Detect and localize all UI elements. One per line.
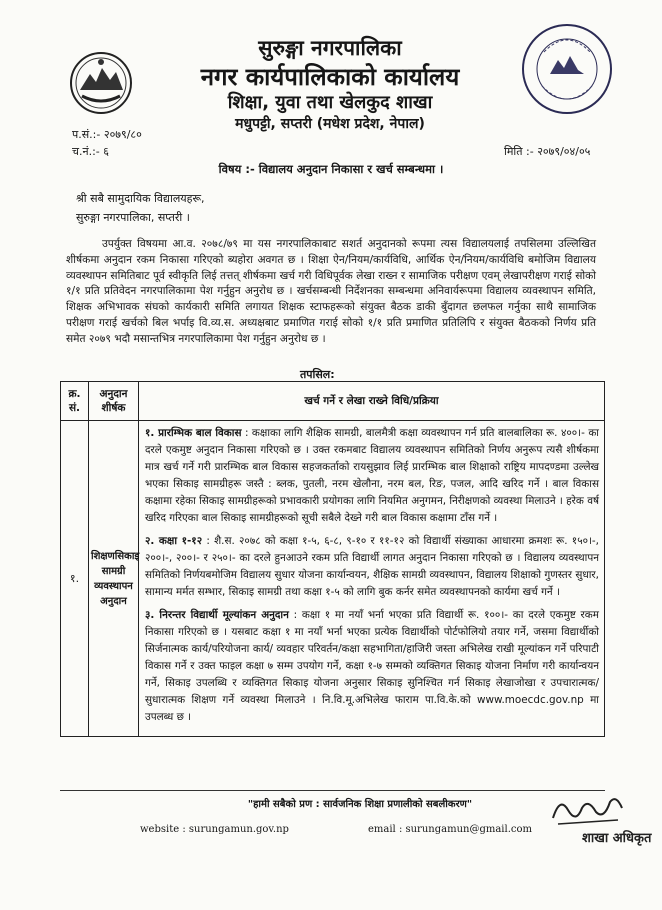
patra-sankhya: प.सं.:- २०७९/८०: [72, 128, 142, 141]
row-method-cell: [139, 421, 605, 737]
serial-header: क्र. सं.: [61, 382, 89, 421]
method-item-cas: [145, 607, 599, 726]
footer-email: email : surungamun@gmail.com: [368, 824, 532, 835]
footer-website: website : surungamun.gov.np: [140, 824, 289, 835]
grant-heading-header: अनुदान शीर्षक: [89, 382, 139, 421]
grant-details-table: [60, 381, 605, 737]
table-row: [61, 421, 605, 737]
addressee-line-1: श्री सबै सामुदायिक विद्यालयहरू,: [76, 192, 205, 205]
body-paragraph: उपर्युक्त विषयमा आ.व. २०७८/७९ मा यस नगरपालिकाबाट सशर्त अनुदानको रूपमा त्यस विद्यालयलाई तपसिलमा उल्लिखित शीर्षकमा अनुदान रकम निकासा गरिएको ब्यहोरा अवगत छ । शिक्षा ऐन/नियम/कार्यविधि, आर्थिक ऐन/नियम/कार्यविधि बमोजिम विद्यालय व्यवस्थापन समितिबाट पूर्व स्वीकृति लिई तत्तत् शीर्षकमा खर्च गरी विधिपूर्वक लेखा राख्न र सामाजिक परीक्षण एवम् लेखापरीक्षण गराई सोको १/१ प्रति प्रतिवेदन नगरपालिकामा पेश गर्नुहुन अनुरोध छ । खर्चसम्बन्धी निर्देशनका सम्बन्धमा अनिवार्यरूपमा विद्यालय व्यवस्थापन समिति, शिक्षक अभिभावक संघको कार्यकारी समिति लगायत शिक्षक स्टाफहरूको संयुक्त बैठक डाकी बुँदागत छलफल गर्नुका साथै सामाजिक परीक्षण गराई खर्चको बिल भर्पाइ वि.व्य.स. अध्यक्षबाट प्रमाणित गराई सोको १/१ प्रति प्रमाणित प्रतिलिपि र संयुक्त बैठकको निर्णय प्रति समेत २०७९ भदौ मसान्तभित्र नगरपालिकामा पेश गर्नुहुन अनुरोध छ ।: [66, 238, 596, 345]
footer-motto: "हामी सबैको प्रण : सार्वजनिक शिक्षा प्रणालीको सबलीकरण": [247, 799, 473, 810]
branch-name: शिक्षा, युवा तथा खेलकुद शाखा: [227, 92, 433, 113]
addressee-line-2: सुरुङ्गा नगरपालिका, सप्तरी ।: [76, 211, 190, 224]
footer-divider: [60, 790, 605, 791]
tapasil-label: तपसिल:: [300, 368, 335, 381]
method-item-text: : शै.स. २०७८ को कक्षा १-५, ६-८, ९-१० र ११-१२ को विद्यार्थी संख्याका आधारमा क्रमशः रू. १५०।-, २००।-, २००।- र २५०।- का दरले हुनआउने रकम प्रति विद्यार्थी लागत अनुदान निकासा गरिएको छ । विद्यालय व्यवस्थापन समितिको निर्णयबमोजिम विद्यालय सुधार योजना कार्यान्वयन, शैक्षिक सामग्री व्यवस्थापन, विद्यालय शिक्षाको गुणस्तर सुधार, सामान्य मर्मत सम्भार, सिकाइ सामग्री तथा कक्षा १-५ को लागि बुक कर्नर समेत व्यवस्थापनको कार्यमा खर्च गर्ने ।: [145, 535, 599, 598]
method-item-title: ३. निरन्तर विद्यार्थी मूल्यांकन अनुदान: [145, 609, 289, 621]
table-header-row: [61, 382, 605, 421]
method-item-text: : कक्षा १ मा नयाँ भर्ना भएका प्रति विद्यार्थी रू. १००।- का दरले एकमुष्ट रकम निकासा गरिएको छ । यसबाट कक्षा १ मा नयाँ भर्ना भएका प्रत्येक विद्यार्थीको पोर्टफोलियो तयार गर्ने, जसमा विद्यार्थीको सिर्जनात्मक कार्य/परियोजना कार्य/ व्यवहार परिवर्तन/कक्षा सहभागिता/हाजिरी जस्ता अभिलेख राखी मूल्यांकन गर्ने परिपाटी विकास गर्ने र उक्त फाइल कक्षा ७ सम्म उपयोग गर्ने, कक्षा १-७ सम्मको व्यक्तिगत सिकाइ योजना निर्माण गरी कार्यान्वयन गर्ने, सिकाइ उपलब्धि र व्यक्तिगत सिकाइ योजना अनुसार सिकाइ सुनिश्चित गर्न सिकाइ लेखाजोखा र उपचारात्मक/सुधारात्मक शिक्षण गर्ने व्यवस्था मिलाउने । नि.वि.मू.अभिलेख फाराम पा.वि.के.को www.moecdc.gov.np मा उपलब्ध छ ।: [145, 609, 600, 723]
method-item-title: १. प्रारम्भिक बाल विकास: [145, 427, 242, 439]
officer-stamp: शाखा अधिकृत: [582, 831, 652, 846]
chalani-number: च.नं.:- ६: [72, 145, 109, 158]
nepal-emblem-icon: [68, 50, 134, 116]
method-header: खर्च गर्ने र लेखा राख्ने विधि/प्रक्रिया: [139, 382, 605, 421]
round-office-seal-icon: [520, 22, 614, 116]
office-name: नगर कार्यपालिकाको कार्यालय: [200, 63, 460, 91]
letter-subject: विषय :- विद्यालय अनुदान निकासा र खर्च सम्बन्धमा ।: [218, 162, 444, 176]
municipality-name: सुरुङ्गा नगरपालिका: [258, 36, 402, 60]
letter-date: मिति :- २०७९/०४/०५: [504, 145, 591, 158]
method-item-ecd: [145, 425, 599, 527]
signature-icon: [548, 790, 628, 830]
method-item-title: २. कक्षा १-१२: [145, 535, 203, 547]
method-item-text: : कक्षाका लागि शैक्षिक सामग्री, बालमैत्री कक्षा व्यवस्थापन गर्न प्रति बालबालिका रू. ४००।- का दरले एकमुष्ट अनुदान निकासा गरिएको छ । उक्त रकमबाट विद्यालय व्यवस्थापन समितिको निर्णय अनुरूप त्यसै शीर्षकमा मात्र खर्च गर्ने गरी प्रारम्भिक बाल विकास सहजकर्ताको रायसुझाव लिई प्रारम्भिक बाल शिक्षाको राष्ट्रिय मापदण्डमा उल्लेख भएका सिकाइ सामग्रीहरू जस्तै : ब्लक, पुतली, नरम खेलौना, नरम बल, रिङ, पजल, आदि खरिद गर्ने । बाल विकास कक्षामा रहेका सिकाइ सामग्रीहरूको प्रभावकारी प्रयोगका लागि नियमित अनुगमन, निरीक्षणको व्यवस्था मिलाउने । हरेक वर्ष खरिद गरिएका बाल सिकाइ सामग्रीहरूको सूची सबैले देख्ने गरी बाल विकास कक्षामा टाँस गर्ने ।: [145, 427, 599, 524]
method-item-grade-1-12: [145, 533, 599, 601]
office-location: मधुपट्टी, सप्तरी (मधेश प्रदेश, नेपाल): [235, 116, 425, 132]
row-serial: १.: [61, 421, 89, 737]
row-grant-heading: शिक्षणसिकाइ सामग्री व्यवस्थापन अनुदान: [89, 421, 139, 737]
